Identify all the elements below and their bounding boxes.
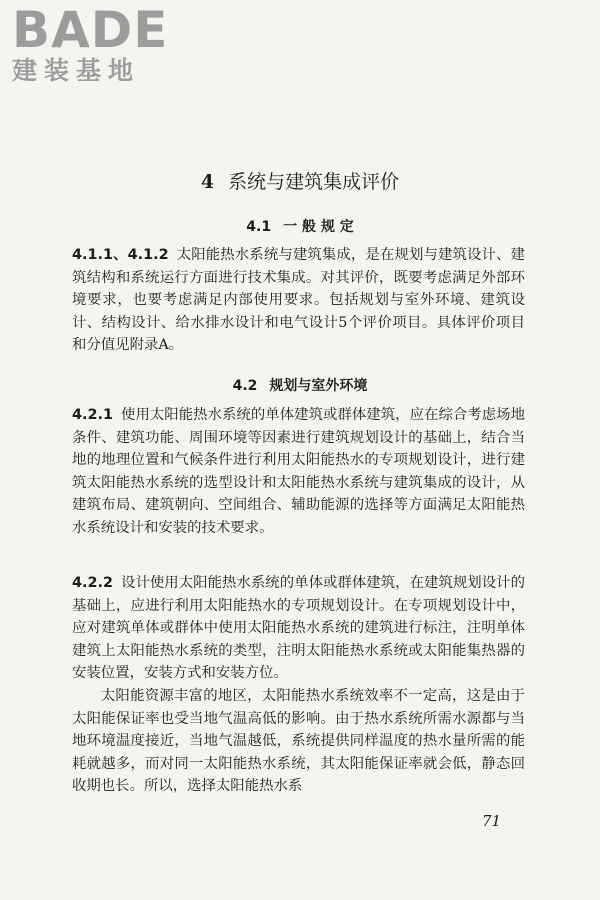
chapter-heading xyxy=(0,168,600,196)
paragraph-text: 使用太阳能热水系统的单体建筑或群体建筑，应在综合考虑场地条件、建筑功能、周围环境等因素进行建筑规划设计的基础上，结合当地的地理位置和气候条件进行利用太阳能热水的专项规划设计，进行建筑太阳能热水系统的选型设计和太阳能热水系统与建筑集成的设计，从建筑布局、建筑朝向、空间组合、辅助能源的选择等方面满足太阳能热水系统设计和安装的技术要求。 xyxy=(72,407,525,536)
section-title: 规划与室外环境 xyxy=(269,378,368,394)
section-title: 一 般 规 定 xyxy=(283,219,354,235)
paragraph-4-2-2 xyxy=(72,572,525,685)
section-number: 4.1 xyxy=(246,219,272,235)
chapter-number: 4 xyxy=(200,171,215,193)
paragraph-text: 太阳能热水系统与建筑集成，是在规划与建筑设计、建筑结构和系统运行方面进行技术集成。对其评价，既要考虑满足外部环境要求，也要考虑满足内部使用要求。包括规划与室外环境、建筑设计、结构设计、给水排水设计和电气设计5个评价项目。具体评价项目和分值见附录A。 xyxy=(72,247,525,354)
paragraph-continuation xyxy=(72,685,525,798)
paragraph-text: 设计使用太阳能热水系统的单体或群体建筑，在建筑规划设计的基础上，应进行利用太阳能热水的专项规划设计。在专项规划设计中，应对建筑单体或群体中使用太阳能热水系统的建筑进行标注，注明单体建筑上太阳能热水系统的类型，注明太阳能热水系统或太阳能集热器的安装位置，安装方式和安装方位。 xyxy=(72,575,525,682)
clause-number: 4.2.2 xyxy=(72,575,113,591)
clause-number: 4.1.1、4.1.2 xyxy=(72,247,169,263)
logo-latin-text: BADE xyxy=(12,1,169,59)
page-number: 71 xyxy=(482,812,502,830)
section-heading-4-2 xyxy=(0,375,600,397)
paragraph-text: 太阳能资源丰富的地区，太阳能热水系统效率不一定高，这是由于太阳能保证率也受当地气温高低的影响。由于热水系统所需水源都与当地环境温度接近，当地气温越低，系统提供同样温度的热水量所需的能耗就越多，而对同一太阳能热水系统，其太阳能保证率就会低，静态回收期也长。所以，选择太阳能热水系 xyxy=(72,688,525,795)
watermark-logo xyxy=(12,1,169,86)
paragraph-4-2-1 xyxy=(72,404,525,540)
logo-chinese-text: 建装基地 xyxy=(12,56,141,85)
chapter-title: 系统与建筑集成评价 xyxy=(228,171,400,193)
section-heading-4-1 xyxy=(0,216,600,238)
section-number: 4.2 xyxy=(232,378,258,394)
clause-number: 4.2.1 xyxy=(72,407,113,423)
paragraph-4-1-1 xyxy=(72,244,525,357)
